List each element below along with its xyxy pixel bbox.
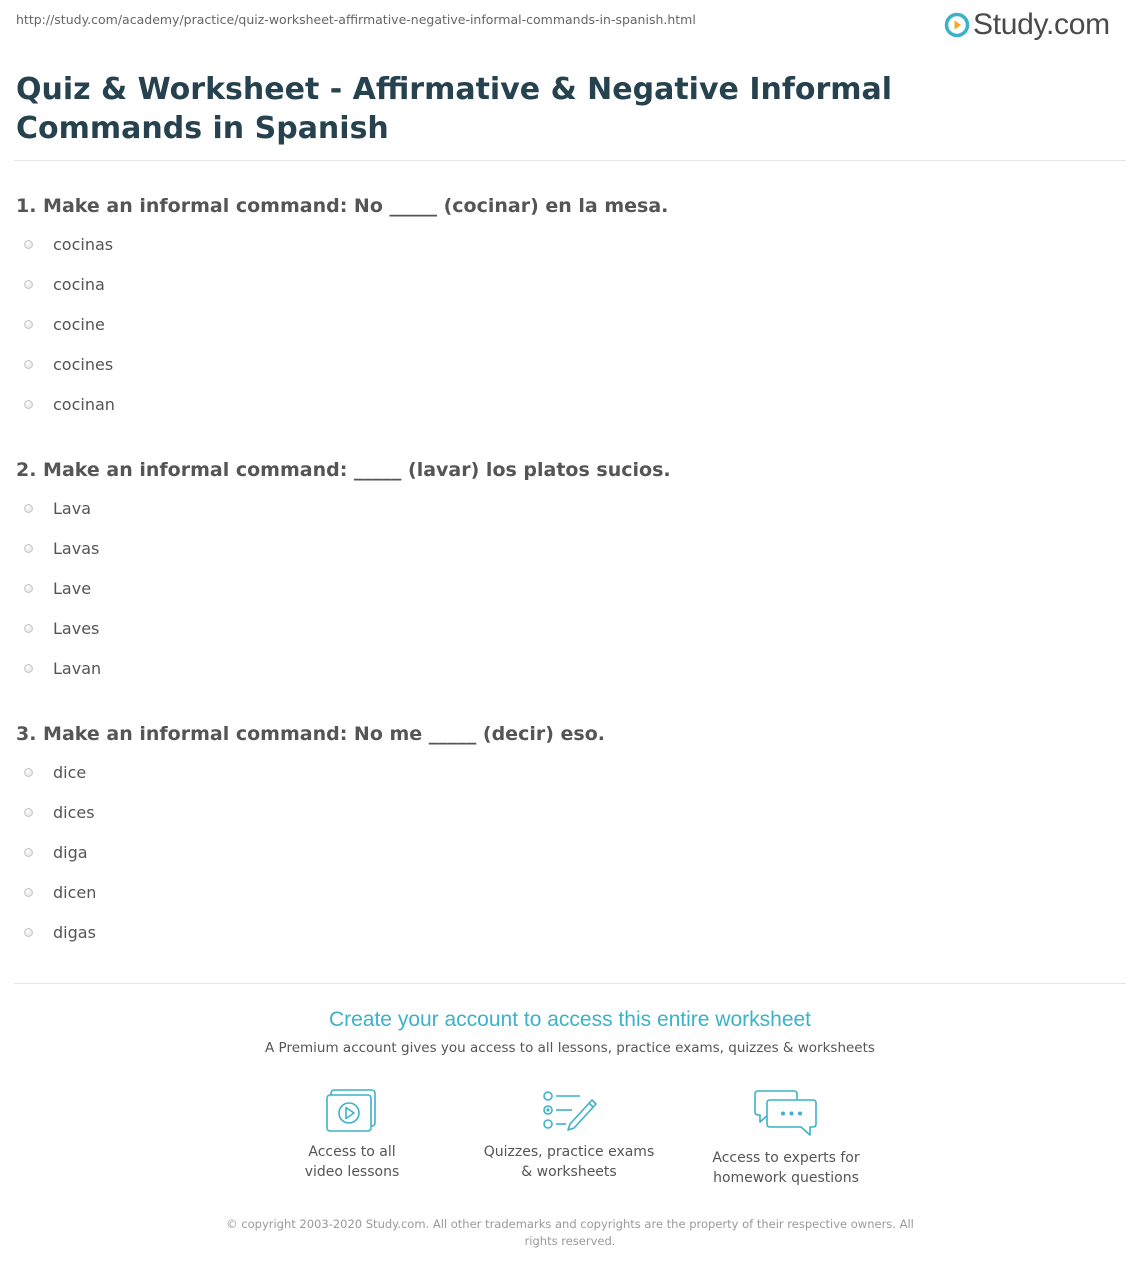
study-logo[interactable] (944, 6, 1110, 44)
answer-option[interactable] (16, 488, 101, 528)
answer-options (16, 224, 115, 424)
radio-button[interactable] (24, 624, 33, 633)
option-label: Lavas (53, 538, 100, 558)
answer-option[interactable] (16, 648, 101, 688)
option-label: dicen (53, 882, 97, 902)
cta-title[interactable]: Create your account to access this entire worksheet (328, 1008, 812, 1031)
radio-button[interactable] (24, 280, 33, 289)
option-label: cocine (53, 314, 105, 334)
answer-option[interactable] (16, 752, 96, 792)
radio-button[interactable] (24, 664, 33, 673)
option-label: dice (53, 762, 87, 782)
answer-option[interactable] (16, 528, 101, 568)
answer-option[interactable] (16, 792, 96, 832)
radio-button[interactable] (24, 320, 33, 329)
chat-bubbles-icon (754, 1088, 818, 1140)
radio-button[interactable] (24, 544, 33, 553)
answer-option[interactable] (16, 384, 115, 424)
option-label: Lavan (53, 658, 102, 678)
radio-button[interactable] (24, 928, 33, 937)
logo-text: Study.com (973, 8, 1110, 41)
radio-button[interactable] (24, 584, 33, 593)
answer-option[interactable] (16, 872, 96, 912)
option-label: cocinan (53, 394, 115, 414)
answer-option[interactable] (16, 608, 101, 648)
question-2 (16, 458, 1116, 678)
radio-button[interactable] (24, 768, 33, 777)
feature-experts (686, 1088, 886, 1188)
question-text: 1. Make an informal command: No _____ (cocinar) en la mesa. (16, 195, 669, 217)
radio-button[interactable] (24, 400, 33, 409)
question-1 (16, 194, 1116, 414)
play-circle-icon (944, 12, 970, 38)
answer-option[interactable] (16, 568, 101, 608)
answer-option[interactable] (16, 344, 115, 384)
answer-option[interactable] (16, 832, 96, 872)
option-label: dices (53, 802, 95, 822)
feature-label: Access to all video lessons (304, 1144, 400, 1180)
option-label: cocines (53, 354, 114, 374)
radio-button[interactable] (24, 808, 33, 817)
answer-option[interactable] (16, 304, 115, 344)
feature-label: Access to experts for homework questions (712, 1150, 860, 1186)
feature-quizzes (469, 1088, 669, 1182)
question-3 (16, 722, 1116, 942)
answer-options (16, 752, 96, 952)
answer-option[interactable] (16, 224, 115, 264)
radio-button[interactable] (24, 504, 33, 513)
feature-label: Quizzes, practice exams & worksheets (483, 1144, 655, 1180)
video-lessons-icon (325, 1088, 379, 1134)
option-label: Lave (53, 578, 92, 598)
option-label: diga (53, 842, 88, 862)
quiz-checklist-icon (540, 1088, 598, 1134)
radio-button[interactable] (24, 240, 33, 249)
option-label: Lava (53, 498, 91, 518)
feature-video-lessons (252, 1088, 452, 1182)
answer-options (16, 488, 101, 688)
radio-button[interactable] (24, 360, 33, 369)
copyright-notice: © copyright 2003-2020 Study.com. All other trademarks and copyrights are the property of their respective owners. All rights reserved. (226, 1217, 914, 1248)
cta-subtitle: A Premium account gives you access to all lessons, practice exams, quizzes & worksheets (265, 1040, 875, 1056)
radio-button[interactable] (24, 848, 33, 857)
option-label: digas (53, 922, 96, 942)
divider (14, 983, 1126, 984)
answer-option[interactable] (16, 912, 96, 952)
answer-option[interactable] (16, 264, 115, 304)
radio-button[interactable] (24, 888, 33, 897)
option-label: cocinas (53, 234, 114, 254)
page-url: http://study.com/academy/practice/quiz-worksheet-affirmative-negative-informal-commands-in-spanish.html (16, 12, 696, 27)
option-label: Laves (53, 618, 100, 638)
signup-cta (0, 1006, 1140, 1056)
question-text: 3. Make an informal command: No me _____ (decir) eso. (16, 723, 605, 745)
divider (14, 160, 1126, 161)
page-title: Quiz & Worksheet - Affirmative & Negative Informal Commands in Spanish (16, 72, 893, 146)
question-text: 2. Make an informal command: _____ (lavar) los platos sucios. (16, 459, 671, 481)
option-label: cocina (53, 274, 105, 294)
